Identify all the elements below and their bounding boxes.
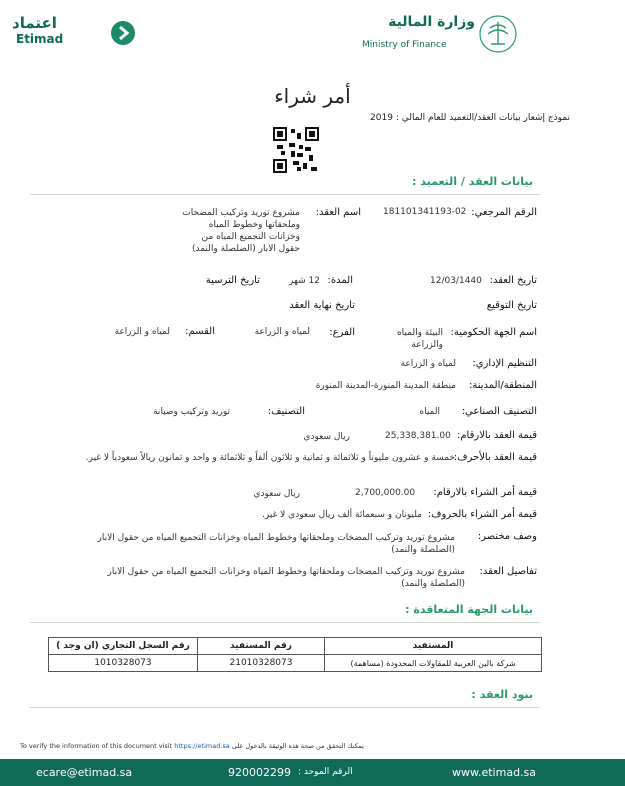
footer-phone-label: الرقم الموحد : [298, 767, 353, 777]
region-value: منطقة المدينة المنورة-المدينة المنورة [315, 381, 456, 391]
table-row [49, 655, 542, 672]
table-header: رقم المستفيد [198, 638, 325, 655]
po-value-text: مليونان و سبعمائة ألف ريال سعودي لا غير. [262, 510, 422, 520]
dept-value: لمياه و الزراعة [114, 327, 170, 337]
end-date-label: تاريخ نهاية العقد [289, 300, 355, 311]
classification-value: توريد وتركيب وصيانة [153, 407, 230, 417]
footer-phone[interactable]: 920002299 [228, 766, 291, 779]
contract-value-text: خمسة و عشرون مليوناً و ثلاثمائة و ثمانية و ثلاثون ألفاً و ثلاثمائة و واحد و ثمانون ريالاً سعودياً لا غير. [85, 453, 455, 463]
table-cell: 1010328073 [49, 655, 198, 672]
page-subtitle: نموذج إشعار بيانات العقد/التعميد للعام المالي : 2019 [370, 113, 570, 123]
palm-emblem-icon [478, 14, 518, 54]
contract-date-value: 12/03/1440 [430, 276, 482, 286]
section-party-heading: بيانات الجهة المتعاقدة : [405, 603, 533, 616]
industry-value: المياه [419, 407, 440, 417]
page-title: أمر شراء [274, 84, 351, 108]
classification-label: التصنيف: [267, 406, 305, 417]
org-label: التنظيم الإداري: [472, 358, 537, 369]
region-label: المنطقة/المدينة: [468, 380, 537, 391]
brief-label: وصف مختصر: [477, 531, 537, 542]
agency-label: اسم الجهة الحكومية: [450, 327, 537, 338]
duration-label: المدة: [327, 275, 353, 286]
branch-label: الفرع: [329, 327, 355, 338]
etimad-arabic: اعتماد [12, 14, 57, 32]
name-value: مشروع توريد وتركيب المضخات وملحقاتها وخطوط المياه وخزانات التجميع المياه من حقول الابار (الصلصلة والنمد) [182, 208, 300, 254]
divider [30, 194, 540, 195]
brief-value: مشروع توريد وتركيب المضخات وملحقاتها وخطوط المياه وخزانات التجميع المياه من حقول الابار (الصلصلة والنمد) [97, 533, 455, 555]
table-header: المستفيد [325, 638, 542, 655]
etimad-english: Etimad [16, 32, 64, 46]
beneficiary-table [48, 637, 542, 672]
divider [30, 622, 540, 623]
table-cell: 21010328073 [198, 655, 325, 672]
verify-english: To verify the information of this document visit [20, 742, 173, 750]
po-value-label: قيمة أمر الشراء بالارقام: [433, 487, 537, 498]
contract-value-text-label: قيمة العقد بالأحرف: [453, 452, 537, 463]
contract-value-label: قيمة العقد بالارقام: [456, 430, 537, 441]
ministry-logo [360, 14, 520, 54]
duration-value: 12 شهر [289, 276, 320, 286]
table-header-row [49, 638, 542, 655]
dept-label: القسم: [185, 326, 215, 337]
table-header: رقم السجل التجاري (ان وجد ) [49, 638, 198, 655]
sign-date-label: تاريخ التوقيع [486, 300, 537, 311]
details-label: تفاصيل العقد: [479, 566, 537, 577]
ref-label: الرقم المرجعي: [471, 207, 537, 218]
org-value: لمياه و الزراعة [400, 359, 456, 369]
po-value-number: 2,700,000.00 [355, 488, 416, 498]
verify-arabic: يمكنك التحقق من صحة هذه الوثيقة بالدخول على [231, 742, 364, 750]
contract-date-label: تاريخ العقد: [489, 275, 537, 286]
details-value: مشروع توريد وتركيب المضخات وملحقاتها وخطوط المياه وخزانات التجميع المياه من حقول الابار (الصلصلة والنمد) [107, 567, 465, 589]
verify-link[interactable]: https://etimad.sa [174, 742, 230, 750]
table-cell: شركة بالين العربية للمقاولات المحدودة (مساهمة) [325, 655, 542, 672]
agency-value: البيئة والمياه والزراعة [396, 328, 443, 350]
branch-value: لمياه و الزراعة [254, 327, 310, 337]
contract-value-number: 25,338,381.00 [385, 431, 451, 441]
industry-label: التصنيف الصناعي: [461, 406, 537, 417]
verify-line [20, 742, 364, 750]
section-contract-heading: بيانات العقد / التعميد : [412, 175, 533, 188]
po-value-currency: ريال سعودي [253, 489, 300, 499]
etimad-arrow-icon [110, 20, 136, 46]
footer-email[interactable]: ecare@etimad.sa [36, 766, 133, 779]
ministry-english: Ministry of Finance [362, 40, 447, 50]
section-items-heading: بنود العقد : [471, 688, 533, 701]
award-date-label: تاريخ الترسية [205, 275, 260, 286]
ref-value: 181101341193-02 [383, 207, 467, 217]
footer-bar [0, 759, 625, 786]
po-value-text-label: قيمة أمر الشراء بالحروف: [427, 509, 537, 520]
ministry-arabic: وزارة المالية [388, 14, 475, 30]
footer-website[interactable]: www.etimad.sa [452, 766, 537, 779]
divider [30, 707, 540, 708]
qr-code [273, 127, 319, 173]
name-label: اسم العقد: [315, 207, 361, 218]
etimad-logo [12, 14, 132, 50]
contract-value-currency: ريال سعودي [303, 432, 350, 442]
